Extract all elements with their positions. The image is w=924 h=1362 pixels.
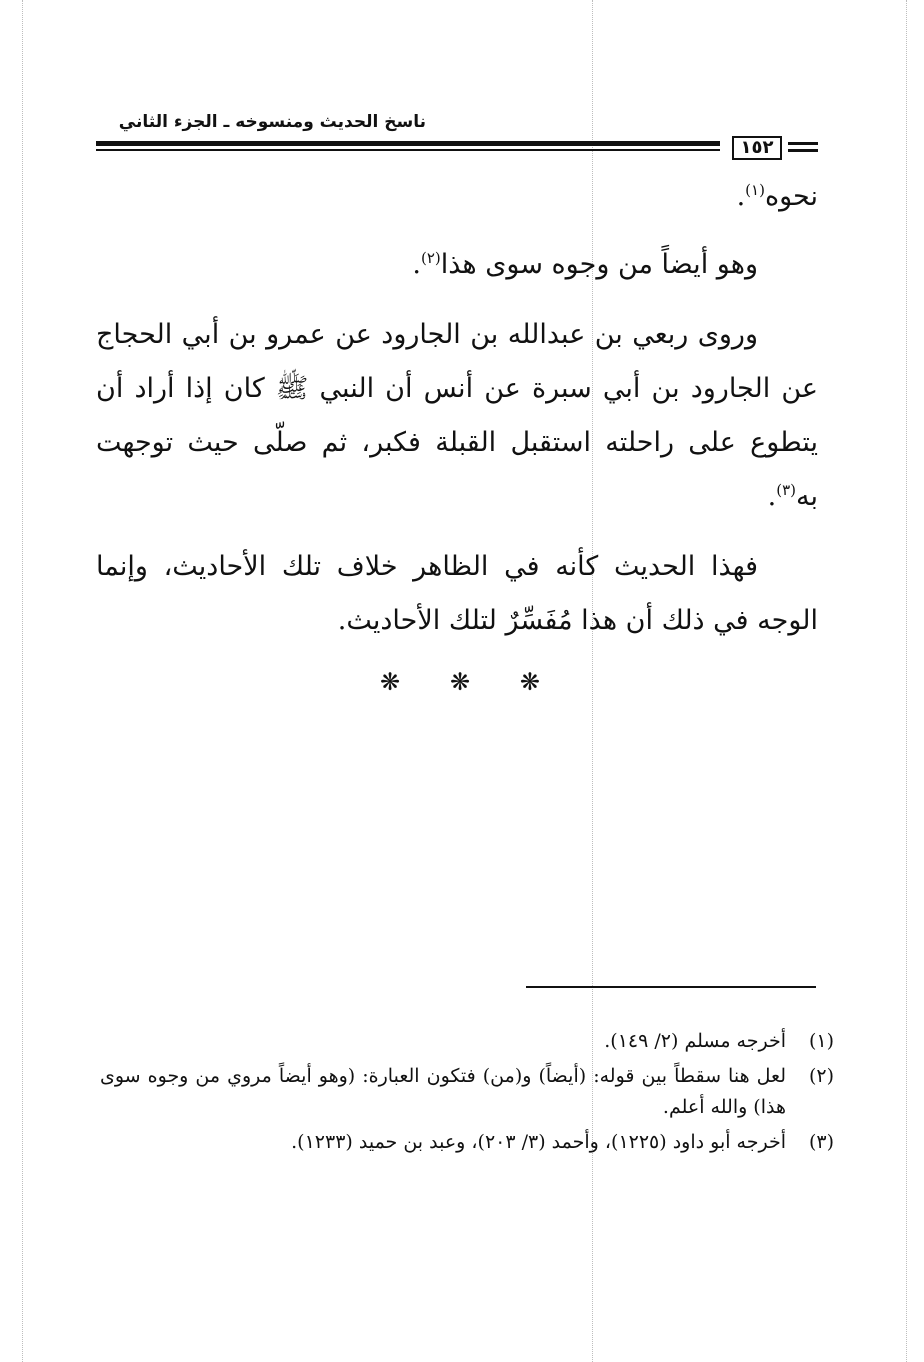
paragraph-end: . <box>412 249 421 280</box>
paragraph <box>96 308 818 524</box>
paragraph-text: نحوه <box>764 181 818 212</box>
star-ornament: ❋ <box>449 668 471 696</box>
header-ornament-line <box>788 149 818 152</box>
paragraph <box>96 170 818 224</box>
page-guide-left <box>22 0 23 1362</box>
running-header <box>96 108 818 168</box>
footnote-divider <box>526 986 816 988</box>
header-title: ناسخ الحديث ومنسوخه ـ الجزء الثاني <box>118 112 426 132</box>
paragraph-end: . <box>736 181 746 212</box>
header-rule-thin <box>96 149 720 151</box>
paragraph: فهذا الحديث كأنه في الظاهر خلاف تلك الأحاديث، وإنما الوجه في ذلك أن هذا مُفَسِّرٌ لتلك الأحاديث. <box>96 551 818 636</box>
footnote-item <box>100 1061 834 1123</box>
footnote-text: أخرجه أبو داود (١٢٢٥)، وأحمد (٣/ ٢٠٣)، وعبد بن حميد (١٢٣٣). <box>291 1131 786 1153</box>
footnote-text: أخرجه مسلم (٢/ ١٤٩). <box>604 1030 786 1052</box>
footnote-number: (١) <box>808 1030 834 1052</box>
page-guide-right <box>906 0 907 1362</box>
paragraph-text: وروى ربعي بن عبدالله بن الجارود عن عمرو بن أبي الحجاج عن الجارود بن أبي سبرة عن أنس أن النبي ﷺ كان إذا أراد أن يتطوع على راحلته استقبل القبلة فكبر، ثم صلّى حيث توجهت به <box>96 319 818 512</box>
paragraph-end: . <box>767 481 777 512</box>
footnote-item <box>100 1026 834 1057</box>
main-text <box>96 170 818 648</box>
footnote-text: لعل هنا سقطاً بين قوله: (أيضاً) و(من) فتكون العبارة: (وهو أيضاً مروي من وجوه سوى هذا) والله أعلم. <box>100 1065 786 1118</box>
footnote-ref: (٢) <box>420 249 441 267</box>
paragraph-text: وهو أيضاً من وجوه سوى هذا <box>440 249 758 280</box>
footnote-number: (٣) <box>808 1131 834 1153</box>
footnote-ref: (١) <box>745 181 765 199</box>
header-rule-thick <box>96 141 720 146</box>
header-ornament-line <box>788 142 818 145</box>
footnote-item <box>100 1127 834 1158</box>
footnote-number: (٢) <box>808 1065 834 1087</box>
footnotes <box>100 1026 834 1162</box>
page-number: ١٥٢ <box>732 136 782 160</box>
star-ornament: ❋ <box>519 668 540 696</box>
section-separator <box>380 668 540 698</box>
paragraph <box>96 238 818 292</box>
footnote-ref: (٣) <box>776 481 796 499</box>
star-ornament: ❋ <box>380 668 401 696</box>
